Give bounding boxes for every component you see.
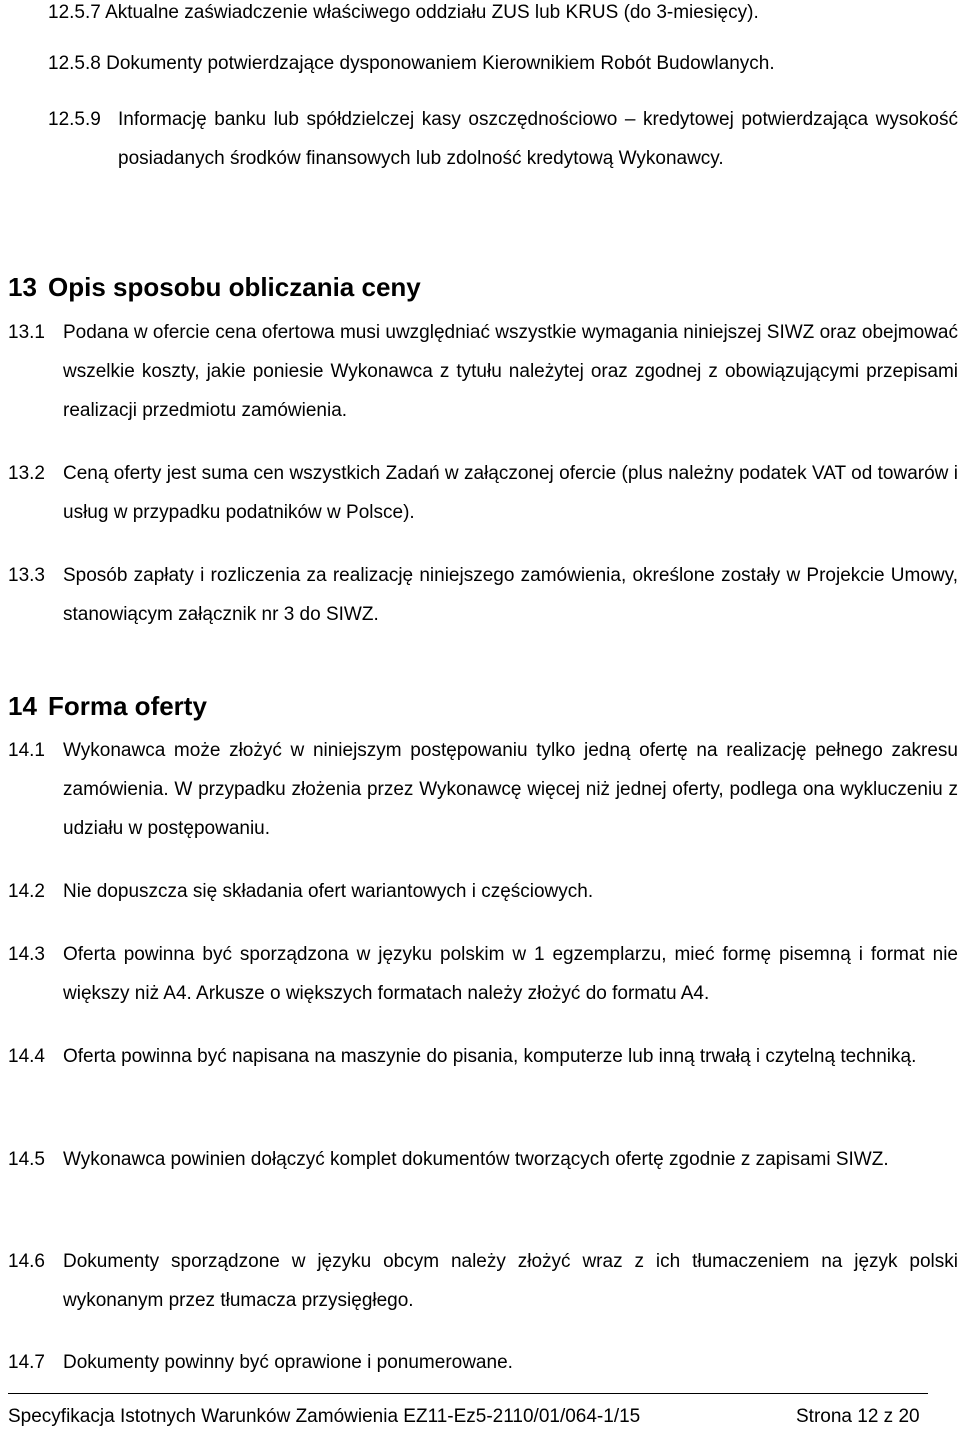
list-item-14-7 [8, 1343, 958, 1382]
footer-document-title: Specyfikacja Istotnych Warunków Zamówienia EZ11-Ez5-2110/01/064-1/15 [8, 1406, 641, 1427]
section-number: 14 [8, 691, 37, 721]
list-item-13-3 [8, 556, 958, 634]
list-item-14-4 [8, 1037, 958, 1076]
item-text: Sposób zapłaty i rozliczenia za realizację niniejszego zamówienia, określone zostały w Projekcie Umowy, stanowiącym załącznik nr 3 do SIWZ. [63, 565, 958, 625]
item-text: Wykonawca powinien dołączyć komplet dokumentów tworzących ofertę zgodnie z zapisami SIWZ. [63, 1149, 889, 1170]
section-title: Opis sposobu obliczania ceny [48, 272, 421, 302]
item-text: Ceną oferty jest suma cen wszystkich Zadań w załączonej ofercie (plus należny podatek VAT od towarów i usług w przypadku podatników w Polsce). [63, 463, 958, 523]
section-number: 13 [8, 272, 37, 302]
list-item-12-5-9 [48, 100, 958, 178]
section-title: Forma oferty [48, 691, 207, 721]
item-number: 12.5.8 [48, 53, 101, 74]
item-number: 14.6 [8, 1251, 45, 1272]
item-text: Dokumenty potwierdzające dysponowaniem Kierownikiem Robót Budowlanych. [106, 53, 775, 74]
item-number: 14.4 [8, 1046, 45, 1067]
item-number: 14.2 [8, 881, 45, 902]
item-text: Dokumenty sporządzone w języku obcym należy złożyć wraz z ich tłumaczeniem na język polski wykonanym przez tłumacza przysięgłego. [63, 1251, 958, 1311]
list-item-12-5-7 [48, 0, 958, 32]
list-item-12-5-8 [48, 44, 958, 83]
item-number: 14.5 [8, 1149, 45, 1170]
item-number: 13.1 [8, 322, 45, 343]
item-number: 12.5.9 [48, 109, 101, 130]
section-heading-14 [8, 689, 207, 723]
item-text: Aktualne zaświadczenie właściwego oddziału ZUS lub KRUS (do 3-miesięcy). [105, 2, 759, 23]
list-item-14-1 [8, 731, 958, 848]
item-number: 13.3 [8, 565, 45, 586]
list-item-14-6 [8, 1242, 958, 1320]
item-number: 14.1 [8, 740, 45, 761]
list-item-13-1 [8, 313, 958, 430]
list-item-13-2 [8, 454, 958, 532]
item-number: 14.3 [8, 944, 45, 965]
list-item-14-5 [8, 1140, 958, 1179]
item-text: Nie dopuszcza się składania ofert wariantowych i częściowych. [63, 881, 594, 902]
item-number: 12.5.7 [48, 2, 101, 23]
section-heading-13 [8, 270, 421, 304]
item-text: Dokumenty powinny być oprawione i ponumerowane. [63, 1352, 513, 1373]
footer-divider [8, 1393, 928, 1394]
item-text: Wykonawca może złożyć w niniejszym postępowaniu tylko jedną ofertę na realizację pełnego zakresu zamówienia. W przypadku złożenia przez Wykonawcę więcej niż jednej oferty, podlega ona wykluczeniu z udziału w postępowaniu. [63, 740, 958, 839]
item-text: Podana w ofercie cena ofertowa musi uwzględniać wszystkie wymagania niniejszej SIWZ oraz obejmować wszelkie koszty, jakie poniesie Wykonawca z tytułu należytej oraz zgodnej z obowiązującymi przepisami realizacji przedmiotu zamówienia. [63, 322, 958, 421]
list-item-14-2 [8, 872, 958, 911]
item-text: Informację banku lub spółdzielczej kasy oszczędnościowo – kredytowej potwierdzająca wysokość posiadanych środków finansowych lub zdolność kredytową Wykonawcy. [118, 109, 958, 169]
list-item-14-3 [8, 935, 958, 1013]
item-text: Oferta powinna być napisana na maszynie do pisania, komputerze lub inną trwałą i czytelną techniką. [63, 1046, 917, 1067]
item-number: 13.2 [8, 463, 45, 484]
item-number: 14.7 [8, 1352, 45, 1373]
item-text: Oferta powinna być sporządzona w języku polskim w 1 egzemplarzu, mieć formę pisemną i format nie większy niż A4. Arkusze o większych formatach należy złożyć do formatu A4. [63, 944, 958, 1004]
footer-page-number: Strona 12 z 20 [796, 1406, 920, 1427]
